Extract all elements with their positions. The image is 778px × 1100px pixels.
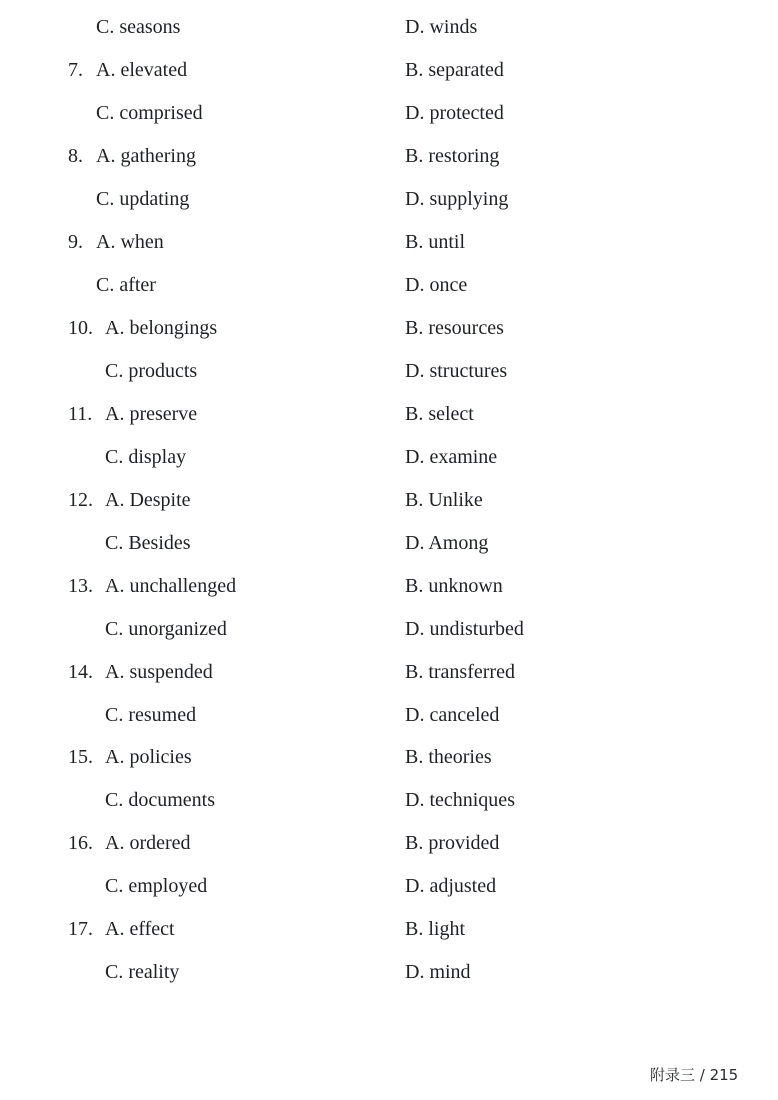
question-17-option-c: C. reality [105,961,180,983]
question-16-cd-row [0,871,778,901]
question-9-ab-row [0,227,778,257]
question-11-option-c: C. display [105,446,187,468]
question-15-option-d: D. techniques [405,789,515,811]
question-14-option-d: D. canceled [405,704,500,726]
question-14-cd-row [0,700,778,730]
question-12-cd-row [0,528,778,558]
question-8-cd-row [0,184,778,214]
question-8-option-c: C. updating [96,188,190,210]
question-number: 9. [68,231,83,253]
question-number: 15. [68,746,93,768]
question-13-option-b: B. unknown [405,575,503,597]
question-7-option-b: B. separated [405,59,504,81]
question-11-option-d: D. examine [405,446,498,468]
question-13-option-d: D. undisturbed [405,618,524,640]
question-16-ab-row [0,828,778,858]
question-number: 11. [68,403,93,425]
question-13-ab-row [0,571,778,601]
question-7-option-d: D. protected [405,102,504,124]
question-number: 10. [68,317,93,339]
question-13-cd-row [0,614,778,644]
question-17-cd-row [0,957,778,987]
question-17-option-a: A. effect [105,918,175,940]
question-number: 14. [68,661,93,683]
question-15-ab-row [0,742,778,772]
question-9-cd-row [0,270,778,300]
page-footer-label: 附录三 / 215 [650,1066,739,1084]
question-number: 17. [68,918,93,940]
question-17-option-d: D. mind [405,961,471,983]
question-number: 7. [68,59,83,81]
question-7-option-a: A. elevated [96,59,188,81]
question-12-option-c: C. Besides [105,532,191,554]
question-14-option-b: B. transferred [405,661,515,683]
question-10-option-d: D. structures [405,360,508,382]
question-7-option-c: C. comprised [96,102,203,124]
question-16-option-a: A. ordered [105,832,191,854]
question-14-ab-row [0,657,778,687]
question-16-option-d: D. adjusted [405,875,497,897]
question-12-option-d: D. Among [405,532,489,554]
question-number: 16. [68,832,93,854]
question-13-option-a: A. unchallenged [105,575,237,597]
question-15-option-a: A. policies [105,746,192,768]
question-8-option-d: D. supplying [405,188,509,210]
question-9-option-b: B. until [405,231,466,253]
question-12-ab-row [0,485,778,515]
question-6-option-d: D. winds [405,16,478,38]
question-8-option-a: A. gathering [96,145,196,167]
question-15-option-b: B. theories [405,746,492,768]
question-9-option-c: C. after [96,274,156,296]
question-11-cd-row [0,442,778,472]
question-6-option-c: C. seasons [96,16,181,38]
question-6-cd-row [0,12,778,42]
question-11-option-a: A. preserve [105,403,198,425]
question-15-option-c: C. documents [105,789,215,811]
question-7-ab-row [0,55,778,85]
question-11-ab-row [0,399,778,429]
question-13-option-c: C. unorganized [105,618,227,640]
question-number: 8. [68,145,83,167]
question-11-option-b: B. select [405,403,474,425]
question-17-option-b: B. light [405,918,466,940]
question-10-ab-row [0,313,778,343]
question-16-option-b: B. provided [405,832,500,854]
question-17-ab-row [0,914,778,944]
question-number: 12. [68,489,93,511]
question-10-option-b: B. resources [405,317,504,339]
question-10-cd-row [0,356,778,386]
question-number: 13. [68,575,93,597]
question-9-option-a: A. when [96,231,164,253]
question-14-option-a: A. suspended [105,661,213,683]
question-7-cd-row [0,98,778,128]
question-14-option-c: C. resumed [105,704,197,726]
question-12-option-a: A. Despite [105,489,191,511]
question-12-option-b: B. Unlike [405,489,483,511]
question-10-option-a: A. belongings [105,317,218,339]
question-10-option-c: C. products [105,360,198,382]
question-15-cd-row [0,785,778,815]
question-8-ab-row [0,141,778,171]
question-8-option-b: B. restoring [405,145,500,167]
question-16-option-c: C. employed [105,875,208,897]
question-9-option-d: D. once [405,274,468,296]
